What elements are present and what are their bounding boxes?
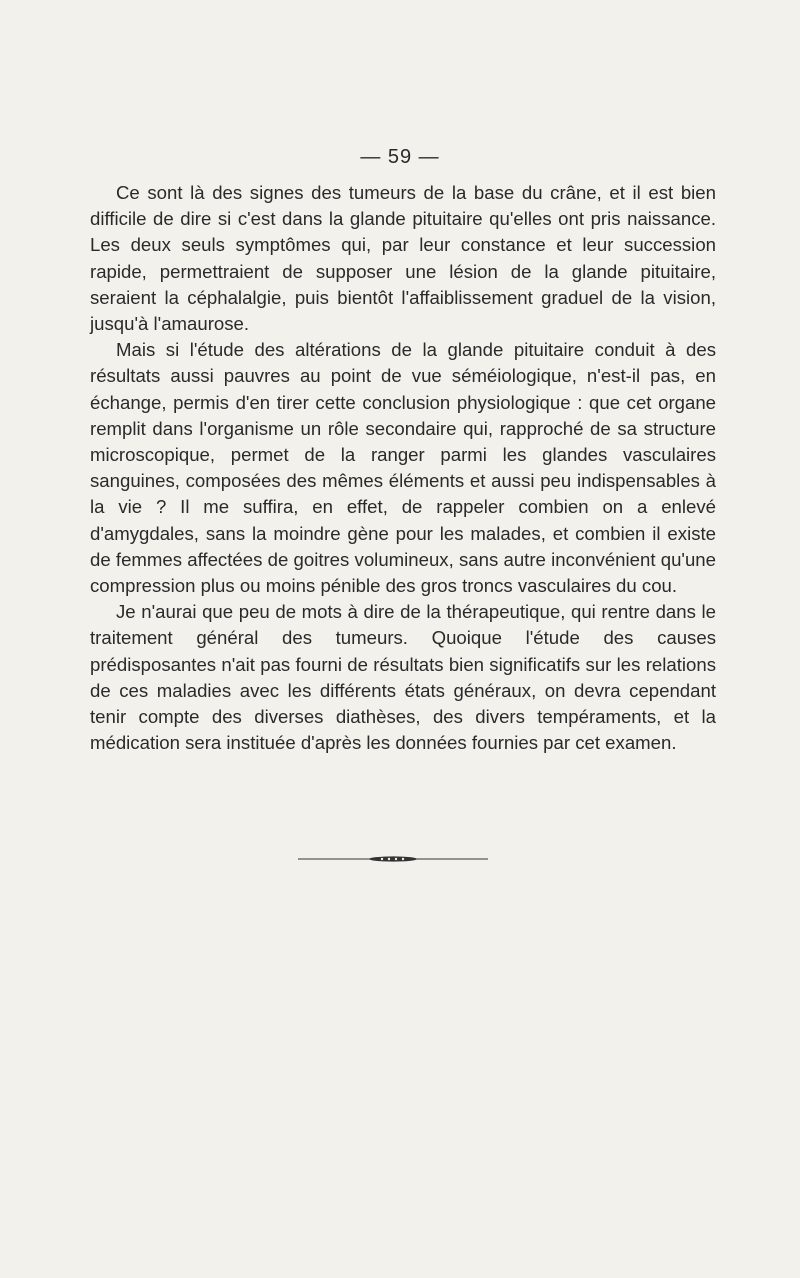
paragraph-3: Je n'aurai que peu de mots à dire de la thérapeutique, qui rentre dans le traitement général des tumeurs. Quoique l'étude des causes prédisposantes n'ait pas fourni de résultats bien significatifs sur les relations de ces maladies avec les différents états généraux, on devra cependant tenir compte des diverses diathèses, des divers tempéraments, et la médication sera instituée d'après les données fournies par cet examen.	[90, 601, 716, 754]
paragraph-2: Mais si l'étude des altérations de la glande pituitaire conduit à des résultats aussi pauvres au point de vue séméiologique, n'est-il pas, en échange, permis d'en tirer cette conclusion physiologique : que cet organe remplit dans l'organisme un rôle secondaire qui, rapproché de sa structure microscopique, permet de la ranger parmi les glandes vasculaires sanguines, composées des mêmes éléments et aussi peu indispensables à la vie ? Il me suffira, en effet, de rappeler combien on a enlevé d'amygdales, sans la moindre gène pour les malades, et combien il existe de femmes affectées de goitres volumineux, sans autre inconvénient qu'une compression plus ou moins pénible des gros troncs vasculaires du cou.	[90, 339, 716, 597]
page-number: — 59 —	[360, 146, 440, 168]
end-ornament	[298, 855, 488, 863]
body-text	[90, 180, 716, 756]
paragraph-1: Ce sont là des signes des tumeurs de la base du crâne, et il est bien difficile de dire si c'est dans la glande pituitaire qu'elles ont pris naissance. Les deux seuls symptômes qui, par leur constance et leur succession rapide, permettraient de supposer une lésion de la glande pituitaire, seraient la céphalalgie, puis bientôt l'affaiblissement graduel de la vision, jusqu'à l'amaurose.	[90, 182, 716, 335]
